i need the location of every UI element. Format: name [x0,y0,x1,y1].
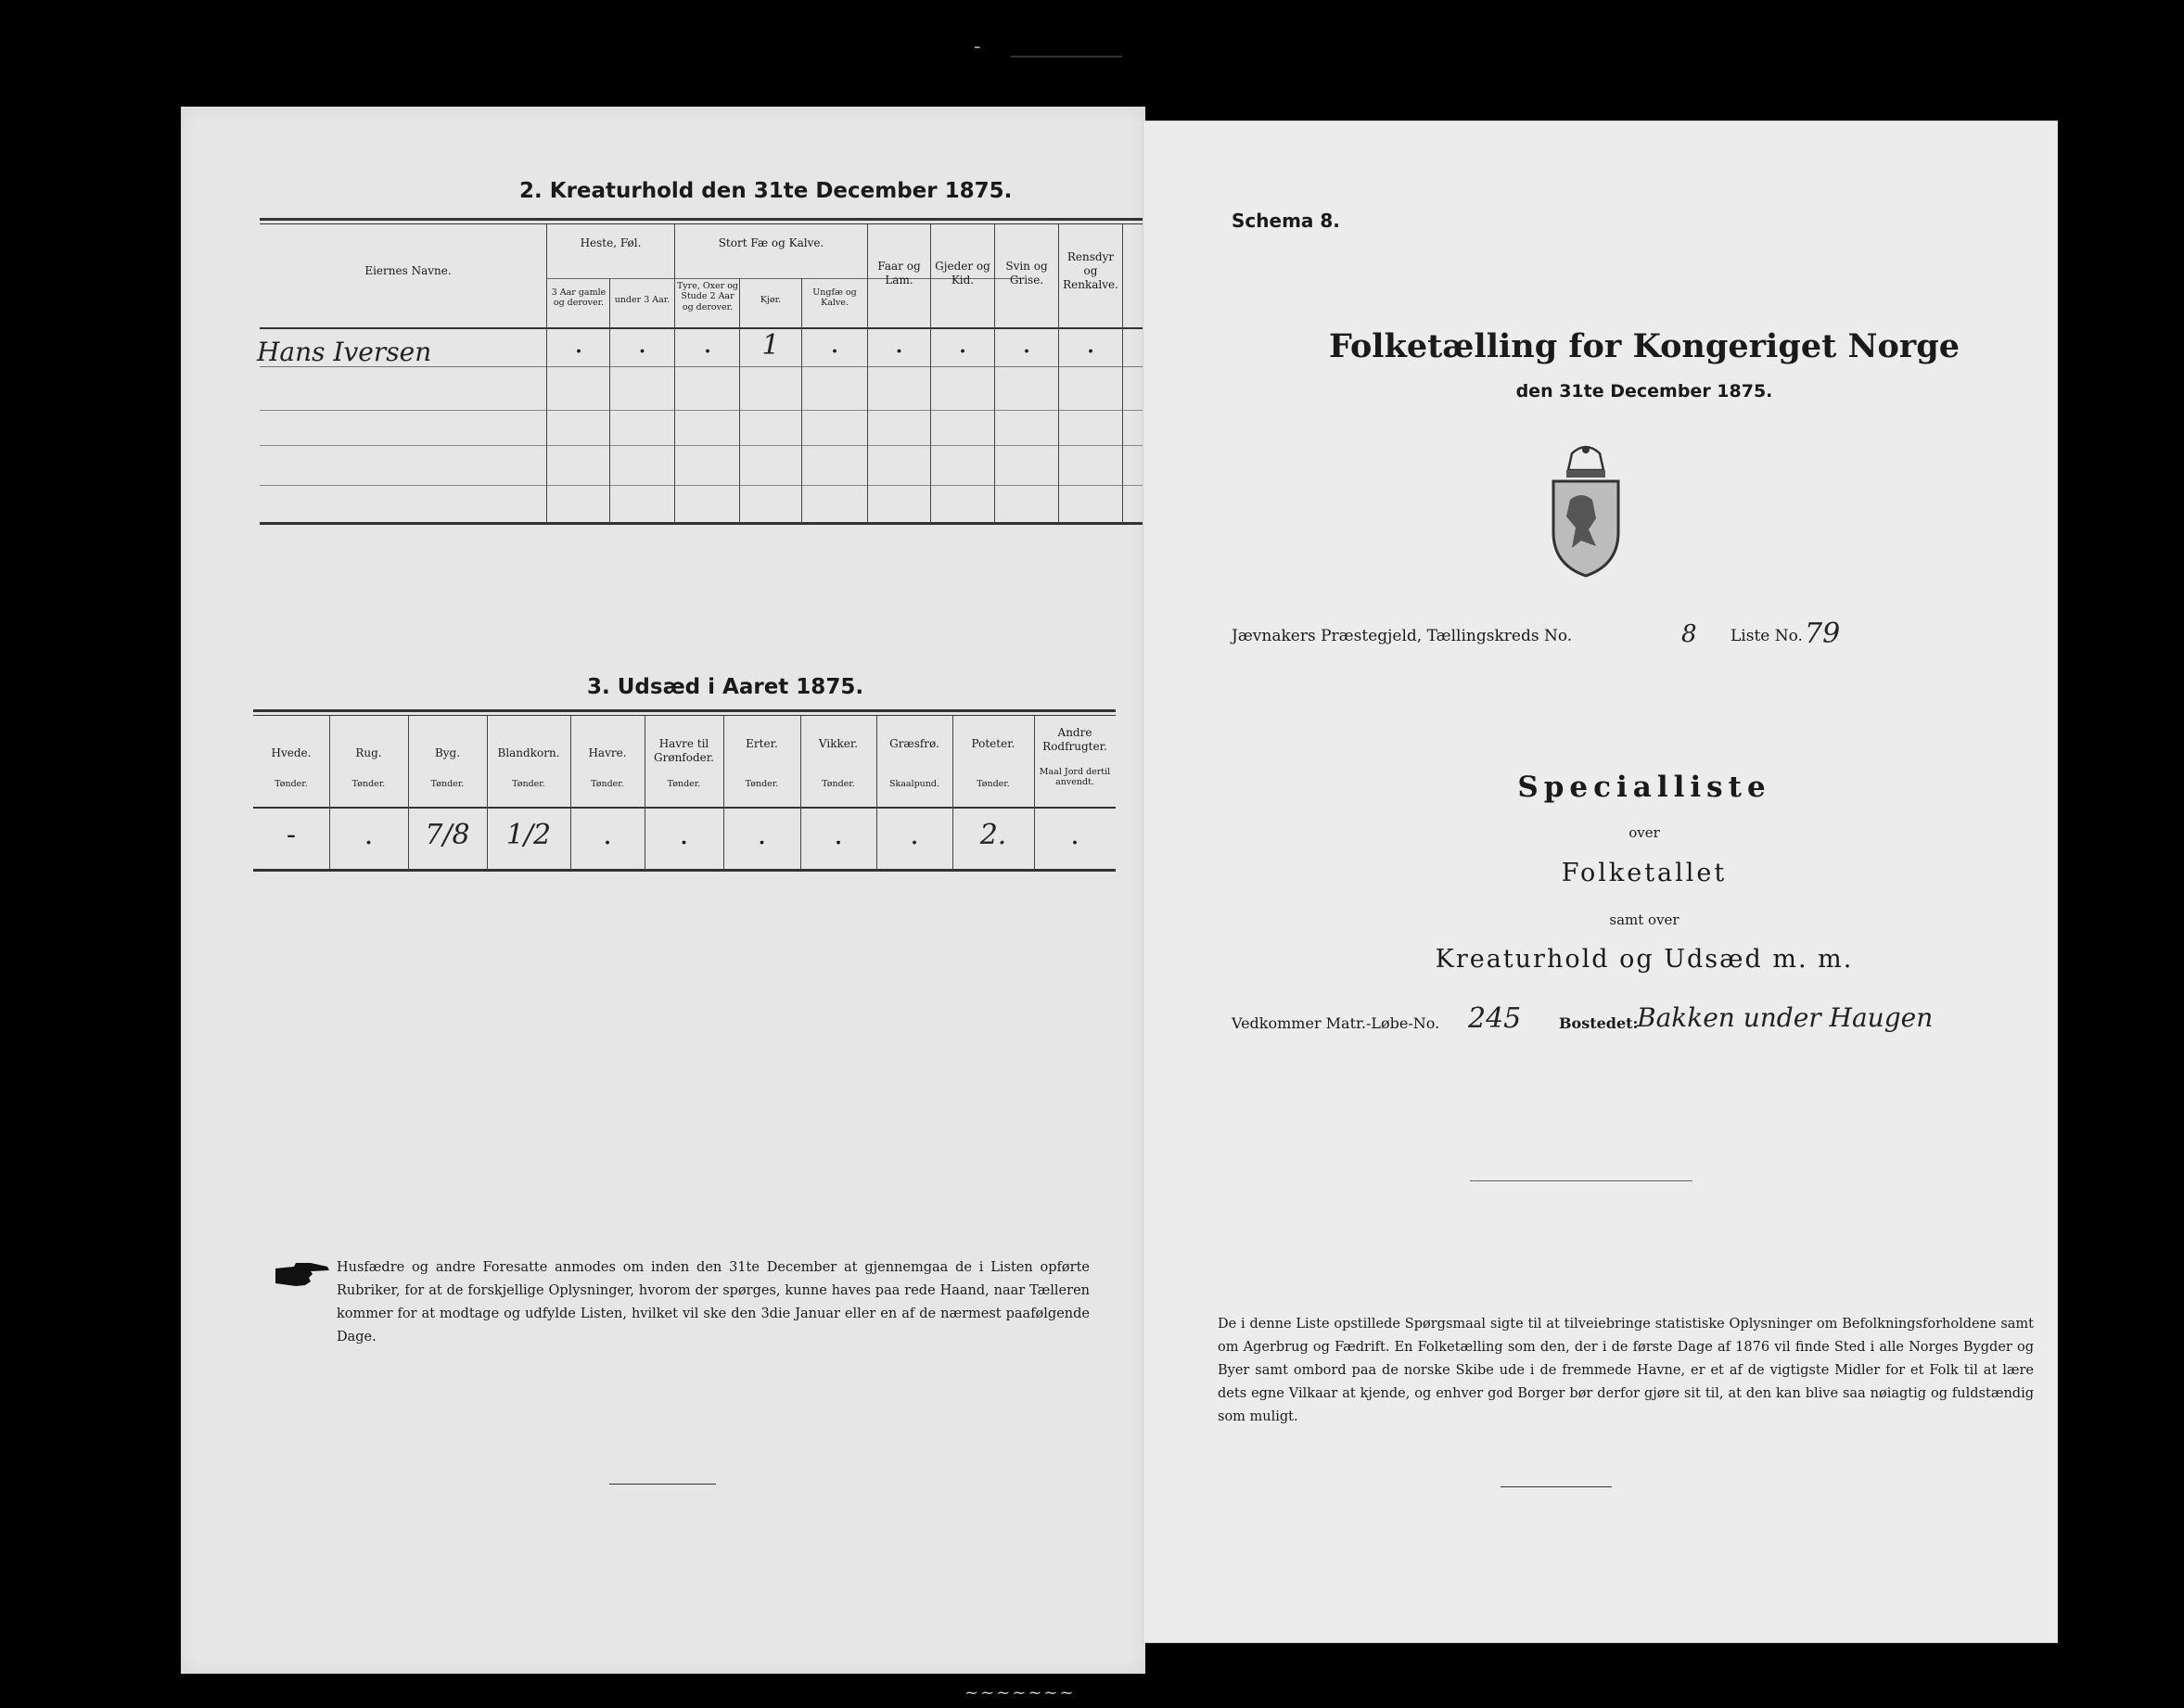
col-heste-sub1: 3 Aar gamle og derover. [551,287,607,309]
table3-col-header: Hvede. [271,746,312,759]
table2-col-rule [546,224,547,523]
table2-top-rule [260,218,1206,221]
table3-col-header: Rug. [355,746,382,759]
table3-col-unit: Tønder. [667,779,701,789]
col-owner-header: Eiernes Navne. [364,264,452,277]
table3-value-cell: - [286,819,297,851]
bosted-value: Bakken under Haugen [1637,1002,1934,1033]
table3-col-header: Andre Rodfrugter. [1042,726,1107,753]
folketallet-heading: Folketallet [1561,859,1728,887]
col-stort-sub3: Ungfæ og Kalve. [812,287,857,309]
table2-col-rule [801,278,802,523]
table3-col-unit: Skaalpund. [888,779,940,789]
table3-col-header: Græsfrø. [889,737,939,750]
col-stort-sub1: Tyre, Oxer og Stude 2 Aar og derover. [676,281,739,312]
table3-col-unit: Tønder. [591,779,624,789]
table3-col-unit: Tønder. [430,779,465,789]
value-cell: . [830,327,839,360]
table3-value-cell: 2. [979,819,1007,851]
value-cell: 1 [761,329,780,362]
left-page [181,107,1145,1674]
bosted-label: Bostedet: [1559,1014,1639,1032]
table2-row-rule [260,445,1206,446]
norwegian-lion-crest-icon [1544,444,1628,582]
table3-col-header: Blandkorn. [497,746,560,759]
table3-col-unit: Tønder. [745,779,779,789]
top-scan-line [1011,56,1122,57]
value-cell: . [574,327,583,360]
table3-col-unit: Tønder. [351,779,386,789]
value-cell: . [703,327,712,360]
col-faar-header: Faar og Lam. [877,260,921,287]
table3-value-cell: . [757,819,767,851]
samt-over-label: samt over [1609,911,1680,928]
table3-col-unit: Maal Jord dertil anvendt. [1039,767,1111,788]
table2-top-rule2 [260,223,1206,224]
table3-col-header: Vikker. [818,737,859,750]
value-cell: . [958,327,967,360]
table3-value-cell: . [603,819,612,851]
matr-no-value: 245 [1468,1002,1522,1035]
col-svin-header: Svin og Grise. [1005,260,1048,287]
matr-label: Vedkommer Matr.-Løbe-No. [1232,1014,1440,1032]
table3-col-header: Byg. [434,746,461,759]
prestegjeld-label: Jævnakers Præstegjeld, Tællingskreds No. [1232,627,1573,645]
table3-col-header: Poteter. [971,737,1015,750]
table3-col-header: Erter. [746,737,778,750]
table2-row-rule [260,485,1206,486]
table3-col-unit: Tønder. [822,779,855,789]
table3-value-cell: . [679,819,689,851]
owner-name-cell: Hans Iversen [257,337,432,367]
col-stort-header: Stort Fæ og Kalve. [718,236,824,249]
right-closing-rule [1501,1486,1612,1487]
table3-col-unit: Tønder. [275,779,308,789]
table3-value-cell: 1/2 [505,819,552,851]
table3-col-header: Havre til Grønfoder. [654,737,714,764]
left-instruction-note: Husfædre og andre Foresatte anmodes om inden den 31te December at gjennemgaa de i Listen opførte Rubriker, for at de forskjellige Oplysninger, hvorom der spørges, kunne haves paa rede Haand, naar Tælleren kommer for at modtage og udfylde Listen, hvilket vil ske den 3die Januar eller en af de nærmest paafølgende Dage. [337,1260,1090,1345]
col-rensdyr-header: Rensdyr og Renkalve. [1063,250,1118,291]
col-stort-sub2: Kjør. [760,295,782,305]
form-title: Folketælling for Kongeriget Norge [1329,327,1960,365]
table3-value-cell: . [834,819,843,851]
right-explanation-note: De i denne Liste opstillede Spørgsmaal sigte til at tilveiebringe statistiske Oplysninger om Befolkningsforholdene samt om Agerbrug og Fædrift. En Folketælling som den, der i de første Dage af 1876 vil finde Sted i alle Norges Bygder og Byer samt ombord paa de norske Skibe ude i de fremmede Havne, er et af de vigtigste Midler for et Folk til at lære dets egne Vilkaar at kjende, og enhver god Borger bør derfor gjøre sit til, at den kan blive saa nøiagtig og fuldstændig som muligt. [1218,1317,2034,1424]
left-closing-rule [609,1484,716,1485]
col-heste-header: Heste, Føl. [580,236,642,249]
form-date: den 31te December 1875. [1515,381,1773,402]
kreaturhold-heading: Kreaturhold og Udsæd m. m. [1435,945,1854,974]
table3-top-rule2 [253,715,1116,716]
col-gjeder-header: Gjeder og Kid. [935,260,990,287]
table3-bottom-rule [253,869,1116,872]
value-cell: . [1022,327,1031,360]
table3-col-unit: Tønder. [512,779,545,789]
value-cell: . [1086,327,1095,360]
over-label: over [1628,824,1660,841]
kreds-no-value: 8 [1681,620,1697,648]
table3-value-cell: . [364,819,374,851]
section3-title: 3. Udsæd i Aaret 1875. [587,675,864,699]
bottom-scan-mark: ~~~~~~~ [964,1683,1076,1702]
liste-no-value: 79 [1805,618,1841,650]
table3-value-cell: . [1070,819,1079,851]
table3-top-rule [253,709,1116,712]
table2-col-rule [609,278,610,523]
liste-label: Liste No. [1731,627,1803,645]
section2-title: 2. Kreaturhold den 31te December 1875. [519,179,1013,203]
top-scan-mark: - [974,35,981,58]
specialliste-heading: Specialliste [1517,771,1771,804]
right-page [1143,121,2058,1643]
value-cell: . [894,327,904,360]
table3-col-unit: Tønder. [977,779,1010,789]
table3-col-header: Havre. [588,746,627,759]
right-divider [1470,1180,1692,1181]
table2-bottom-rule [260,522,1206,525]
table2-col-rule [1122,224,1123,523]
pointing-hand-icon [274,1261,331,1293]
value-cell: . [637,327,647,360]
schema-label: Schema 8. [1232,210,1340,232]
table3-header-rule [253,807,1116,809]
table3-value-cell: . [910,819,919,851]
table2-col-rule [674,224,675,523]
table2-col-rule [739,278,740,523]
prestegjeld-line [1232,627,1572,645]
col-heste-sub2: under 3 Aar. [614,295,671,305]
table3-value-cell: 7/8 [425,819,470,851]
table2-row-rule [260,410,1206,411]
